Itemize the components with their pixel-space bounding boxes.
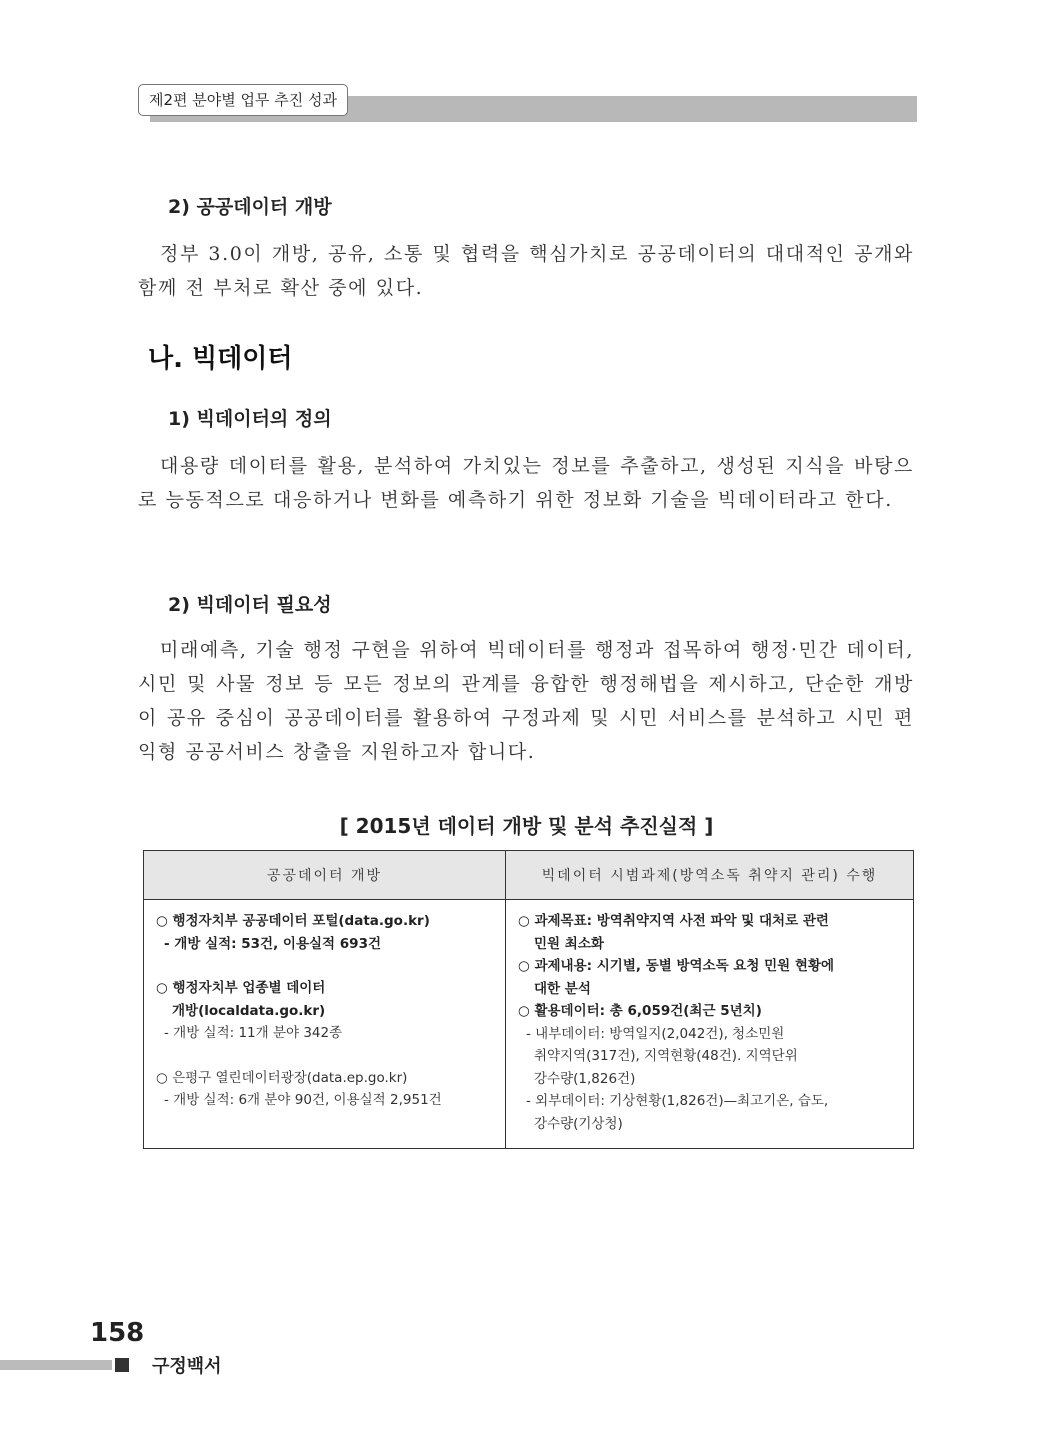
table-header-row (144, 851, 914, 900)
section-title-open-data: 2) 공공데이터 개방 (168, 196, 332, 218)
list-item: ○ 과제내용: 시기별, 동별 방역소독 요청 민원 현황에 (518, 958, 835, 974)
list-item: ○ 과제목표: 방역취약지역 사전 파악 및 대처로 관련 (518, 913, 829, 929)
table-title: [ 2015년 데이터 개방 및 분석 추진실적 ] (339, 814, 714, 838)
list-item: ○ 행정자치부 공공데이터 포털(data.go.kr) (156, 913, 430, 929)
list-item: - 외부데이터: 기상현황(1,826건)—최고기온, 습도, (526, 1093, 829, 1109)
results-table (143, 850, 914, 1149)
list-item: 강수량(기상청) (534, 1115, 623, 1132)
section-title-big-data-definition: 1) 빅데이터의 정의 (168, 408, 332, 430)
footer-square (115, 1358, 129, 1372)
list-item: - 내부데이터: 방역일지(2,042건), 청소민원 (526, 1025, 785, 1042)
list-item: 대한 분석 (534, 980, 591, 997)
list-item: 민원 최소화 (534, 935, 604, 952)
list-item: 강수량(1,826건) (534, 1070, 636, 1087)
publication-title: 구정백서 (152, 1356, 222, 1377)
cell-open-data (144, 900, 506, 1149)
list-item: 취약지역(317건), 지역현황(48건). 지역단위 (534, 1048, 798, 1064)
chapter-tab: 제2편 분야별 업무 추진 성과 (138, 84, 348, 116)
list-item: 개방(localdata.go.kr) (172, 1002, 326, 1019)
list-item: - 개방 실적: 6개 분야 90건, 이용실적 2,951건 (164, 1092, 442, 1108)
table-row (144, 900, 914, 1149)
section-body-big-data-necessity: 미래예측, 기술 행정 구현을 위하여 빅데이터를 행정과 접목하여 행정·민간 데이터, 시민 및 사물 정보 등 모든 정보의 관계를 융합한 행정해법을 제시하고, 단순한 개방이 공유 중심이 공공데이터를 활용하여 구정과제 및 시민 서비스를 분석하고 시민 편익형 공공서비스 창출을 지원하고자 합니다. (138, 639, 914, 763)
page-number: 158 (90, 1318, 145, 1348)
section-title-big-data-necessity: 2) 빅데이터 필요성 (168, 594, 332, 616)
footer-bar (0, 1360, 112, 1370)
list-item: ○ 은평구 열린데이터광장(data.ep.go.kr) (156, 1069, 408, 1086)
list-item: ○ 활용데이터: 총 6,059건(최근 5년치) (518, 1003, 762, 1019)
heading-big-data: 나. 빅데이터 (148, 344, 293, 374)
section-body-open-data: 정부 3.0이 개방, 공유, 소통 및 협력을 핵심가치로 공공데이터의 대대적인 공개와 함께 전 부처로 확산 중에 있다. (138, 243, 914, 299)
cell-big-data-pilot (506, 900, 914, 1149)
column-header-open-data: 공공데이터 개방 (144, 851, 506, 900)
section-body-big-data-definition: 대용량 데이터를 활용, 분석하여 가치있는 정보를 추출하고, 생성된 지식을 바탕으로 능동적으로 대응하거나 변화를 예측하기 위한 정보화 기술을 빅데이터라고 한다. (138, 455, 914, 511)
list-item: - 개방 실적: 53건, 이용실적 693건 (164, 935, 382, 952)
column-header-big-data-pilot: 빅데이터 시범과제(방역소독 취약지 관리) 수행 (506, 851, 914, 900)
list-item: - 개방 실적: 11개 분야 342종 (164, 1025, 343, 1041)
list-item: ○ 행정자치부 업종별 데이터 (156, 980, 326, 996)
